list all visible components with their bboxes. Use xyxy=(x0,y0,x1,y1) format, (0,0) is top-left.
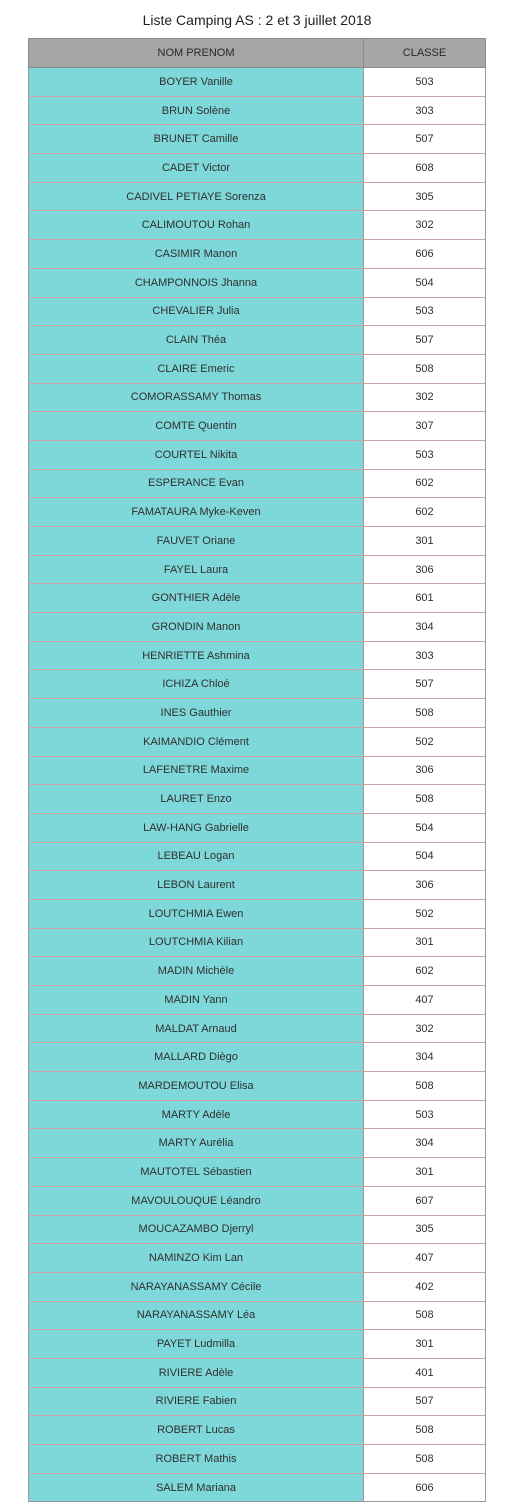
student-class-cell: 305 xyxy=(364,182,486,211)
table-row xyxy=(29,986,486,1015)
student-name-cell: SALEM Mariana xyxy=(29,1473,364,1502)
student-class-cell: 507 xyxy=(364,670,486,699)
student-name-cell: CHAMPONNOIS Jhanna xyxy=(29,268,364,297)
student-name-cell: MADIN Yann xyxy=(29,986,364,1015)
student-class-cell: 304 xyxy=(364,613,486,642)
student-class-cell: 602 xyxy=(364,498,486,527)
student-name-cell: COURTEL Nikita xyxy=(29,440,364,469)
table-row xyxy=(29,240,486,269)
student-name-cell: KAIMANDIO Clément xyxy=(29,727,364,756)
student-name-cell: RIVIERE Adèle xyxy=(29,1358,364,1387)
student-name-cell: LAURET Enzo xyxy=(29,785,364,814)
student-name-cell: MALDAT Arnaud xyxy=(29,1014,364,1043)
student-name-cell: LEBEAU Logan xyxy=(29,842,364,871)
table-row xyxy=(29,268,486,297)
student-name-cell: PAYET Ludmilla xyxy=(29,1330,364,1359)
student-name-cell: NARAYANASSAMY Léa xyxy=(29,1301,364,1330)
student-class-cell: 504 xyxy=(364,268,486,297)
student-class-cell: 508 xyxy=(364,1301,486,1330)
table-row xyxy=(29,383,486,412)
student-name-cell: CLAIRE Emeric xyxy=(29,354,364,383)
student-name-cell: MARDEMOUTOU Elisa xyxy=(29,1072,364,1101)
student-class-cell: 601 xyxy=(364,584,486,613)
table-row xyxy=(29,1244,486,1273)
table-row xyxy=(29,871,486,900)
student-class-cell: 306 xyxy=(364,871,486,900)
student-name-cell: LEBON Laurent xyxy=(29,871,364,900)
header-classe: CLASSE xyxy=(364,39,486,68)
student-name-cell: COMTE Quentin xyxy=(29,412,364,441)
table-row xyxy=(29,670,486,699)
student-name-cell: COMORASSAMY Thomas xyxy=(29,383,364,412)
student-name-cell: RIVIERE Fabien xyxy=(29,1387,364,1416)
student-class-cell: 602 xyxy=(364,469,486,498)
student-class-cell: 304 xyxy=(364,1043,486,1072)
table-row xyxy=(29,1129,486,1158)
student-name-cell: ROBERT Lucas xyxy=(29,1416,364,1445)
table-row xyxy=(29,1445,486,1474)
student-class-cell: 508 xyxy=(364,354,486,383)
student-name-cell: CADET Victor xyxy=(29,154,364,183)
student-name-cell: CADIVEL PETIAYE Sorenza xyxy=(29,182,364,211)
table-row xyxy=(29,1158,486,1187)
student-class-cell: 507 xyxy=(364,1387,486,1416)
student-class-cell: 504 xyxy=(364,842,486,871)
camping-list-table xyxy=(28,38,486,1502)
student-name-cell: LOUTCHMIA Ewen xyxy=(29,899,364,928)
table-row xyxy=(29,1100,486,1129)
student-name-cell: MALLARD Diègo xyxy=(29,1043,364,1072)
student-class-cell: 504 xyxy=(364,813,486,842)
student-class-cell: 508 xyxy=(364,1416,486,1445)
student-name-cell: ESPERANCE Evan xyxy=(29,469,364,498)
table-row xyxy=(29,842,486,871)
student-class-cell: 508 xyxy=(364,1072,486,1101)
student-name-cell: LOUTCHMIA Kilian xyxy=(29,928,364,957)
table-row xyxy=(29,469,486,498)
student-class-cell: 407 xyxy=(364,986,486,1015)
student-class-cell: 606 xyxy=(364,1473,486,1502)
student-class-cell: 302 xyxy=(364,383,486,412)
student-class-cell: 503 xyxy=(364,297,486,326)
table-row xyxy=(29,125,486,154)
student-class-cell: 503 xyxy=(364,1100,486,1129)
student-class-cell: 305 xyxy=(364,1215,486,1244)
table-row xyxy=(29,957,486,986)
table-row xyxy=(29,1272,486,1301)
student-class-cell: 602 xyxy=(364,957,486,986)
table-row xyxy=(29,182,486,211)
student-name-cell: MARTY Aurélia xyxy=(29,1129,364,1158)
table-row xyxy=(29,498,486,527)
table-row xyxy=(29,1416,486,1445)
student-class-cell: 303 xyxy=(364,96,486,125)
table-row xyxy=(29,96,486,125)
student-class-cell: 301 xyxy=(364,527,486,556)
table-row xyxy=(29,154,486,183)
student-name-cell: MARTY Adèle xyxy=(29,1100,364,1129)
student-class-cell: 503 xyxy=(364,440,486,469)
table-row xyxy=(29,641,486,670)
table-row xyxy=(29,412,486,441)
table-body xyxy=(29,68,486,1502)
header-nom-prenom: NOM PRENOM xyxy=(29,39,364,68)
table-row xyxy=(29,699,486,728)
student-name-cell: FAUVET Oriane xyxy=(29,527,364,556)
page-title: Liste Camping AS : 2 et 3 juillet 2018 xyxy=(142,12,372,28)
student-class-cell: 304 xyxy=(364,1129,486,1158)
student-name-cell: FAYEL Laura xyxy=(29,555,364,584)
student-class-cell: 301 xyxy=(364,1158,486,1187)
student-class-cell: 508 xyxy=(364,785,486,814)
student-class-cell: 306 xyxy=(364,555,486,584)
student-class-cell: 301 xyxy=(364,928,486,957)
table-row xyxy=(29,1330,486,1359)
student-name-cell: LAW-HANG Gabrielle xyxy=(29,813,364,842)
table-row xyxy=(29,785,486,814)
student-class-cell: 507 xyxy=(364,125,486,154)
student-class-cell: 607 xyxy=(364,1186,486,1215)
student-class-cell: 507 xyxy=(364,326,486,355)
student-name-cell: LAFENETRE Maxime xyxy=(29,756,364,785)
student-class-cell: 407 xyxy=(364,1244,486,1273)
table-row xyxy=(29,899,486,928)
table-row xyxy=(29,727,486,756)
student-name-cell: BOYER Vanille xyxy=(29,68,364,97)
student-class-cell: 502 xyxy=(364,899,486,928)
table-row xyxy=(29,928,486,957)
student-name-cell: HENRIETTE Ashmina xyxy=(29,641,364,670)
student-class-cell: 401 xyxy=(364,1358,486,1387)
student-class-cell: 301 xyxy=(364,1330,486,1359)
student-name-cell: MOUCAZAMBO Djerryl xyxy=(29,1215,364,1244)
student-name-cell: BRUN Solène xyxy=(29,96,364,125)
table-row xyxy=(29,613,486,642)
student-name-cell: GONTHIER Adèle xyxy=(29,584,364,613)
student-class-cell: 402 xyxy=(364,1272,486,1301)
student-name-cell: CLAIN Théa xyxy=(29,326,364,355)
table-row xyxy=(29,527,486,556)
student-class-cell: 608 xyxy=(364,154,486,183)
student-class-cell: 303 xyxy=(364,641,486,670)
table-row xyxy=(29,68,486,97)
table-row xyxy=(29,1186,486,1215)
student-name-cell: CHEVALIER Julia xyxy=(29,297,364,326)
table-row xyxy=(29,555,486,584)
table-row xyxy=(29,1043,486,1072)
student-class-cell: 306 xyxy=(364,756,486,785)
table-header xyxy=(29,39,486,68)
student-class-cell: 508 xyxy=(364,1445,486,1474)
student-name-cell: GRONDIN Manon xyxy=(29,613,364,642)
table-row xyxy=(29,354,486,383)
table-row xyxy=(29,1358,486,1387)
student-name-cell: INES Gauthier xyxy=(29,699,364,728)
student-name-cell: BRUNET Camille xyxy=(29,125,364,154)
student-name-cell: MAUTOTEL Sébastien xyxy=(29,1158,364,1187)
table-row xyxy=(29,297,486,326)
student-class-cell: 503 xyxy=(364,68,486,97)
student-name-cell: ICHIZA Chloé xyxy=(29,670,364,699)
student-class-cell: 302 xyxy=(364,1014,486,1043)
table-row xyxy=(29,1072,486,1101)
student-name-cell: NARAYANASSAMY Cécile xyxy=(29,1272,364,1301)
student-class-cell: 606 xyxy=(364,240,486,269)
table-row xyxy=(29,211,486,240)
table-row xyxy=(29,1301,486,1330)
table-row xyxy=(29,1215,486,1244)
table-row xyxy=(29,1387,486,1416)
table-row xyxy=(29,584,486,613)
student-name-cell: CALIMOUTOU Rohan xyxy=(29,211,364,240)
student-name-cell: MAVOULOUQUE Léandro xyxy=(29,1186,364,1215)
table-row xyxy=(29,1473,486,1502)
student-name-cell: CASIMIR Manon xyxy=(29,240,364,269)
student-class-cell: 307 xyxy=(364,412,486,441)
student-class-cell: 502 xyxy=(364,727,486,756)
table-row xyxy=(29,326,486,355)
student-class-cell: 508 xyxy=(364,699,486,728)
student-name-cell: NAMINZO Kim Lan xyxy=(29,1244,364,1273)
table-row xyxy=(29,756,486,785)
table-row xyxy=(29,1014,486,1043)
table-header-row xyxy=(29,39,486,68)
student-name-cell: MADIN Michèle xyxy=(29,957,364,986)
student-class-cell: 302 xyxy=(364,211,486,240)
student-name-cell: ROBERT Mathis xyxy=(29,1445,364,1474)
table-row xyxy=(29,440,486,469)
student-name-cell: FAMATAURA Myke-Keven xyxy=(29,498,364,527)
table-row xyxy=(29,813,486,842)
